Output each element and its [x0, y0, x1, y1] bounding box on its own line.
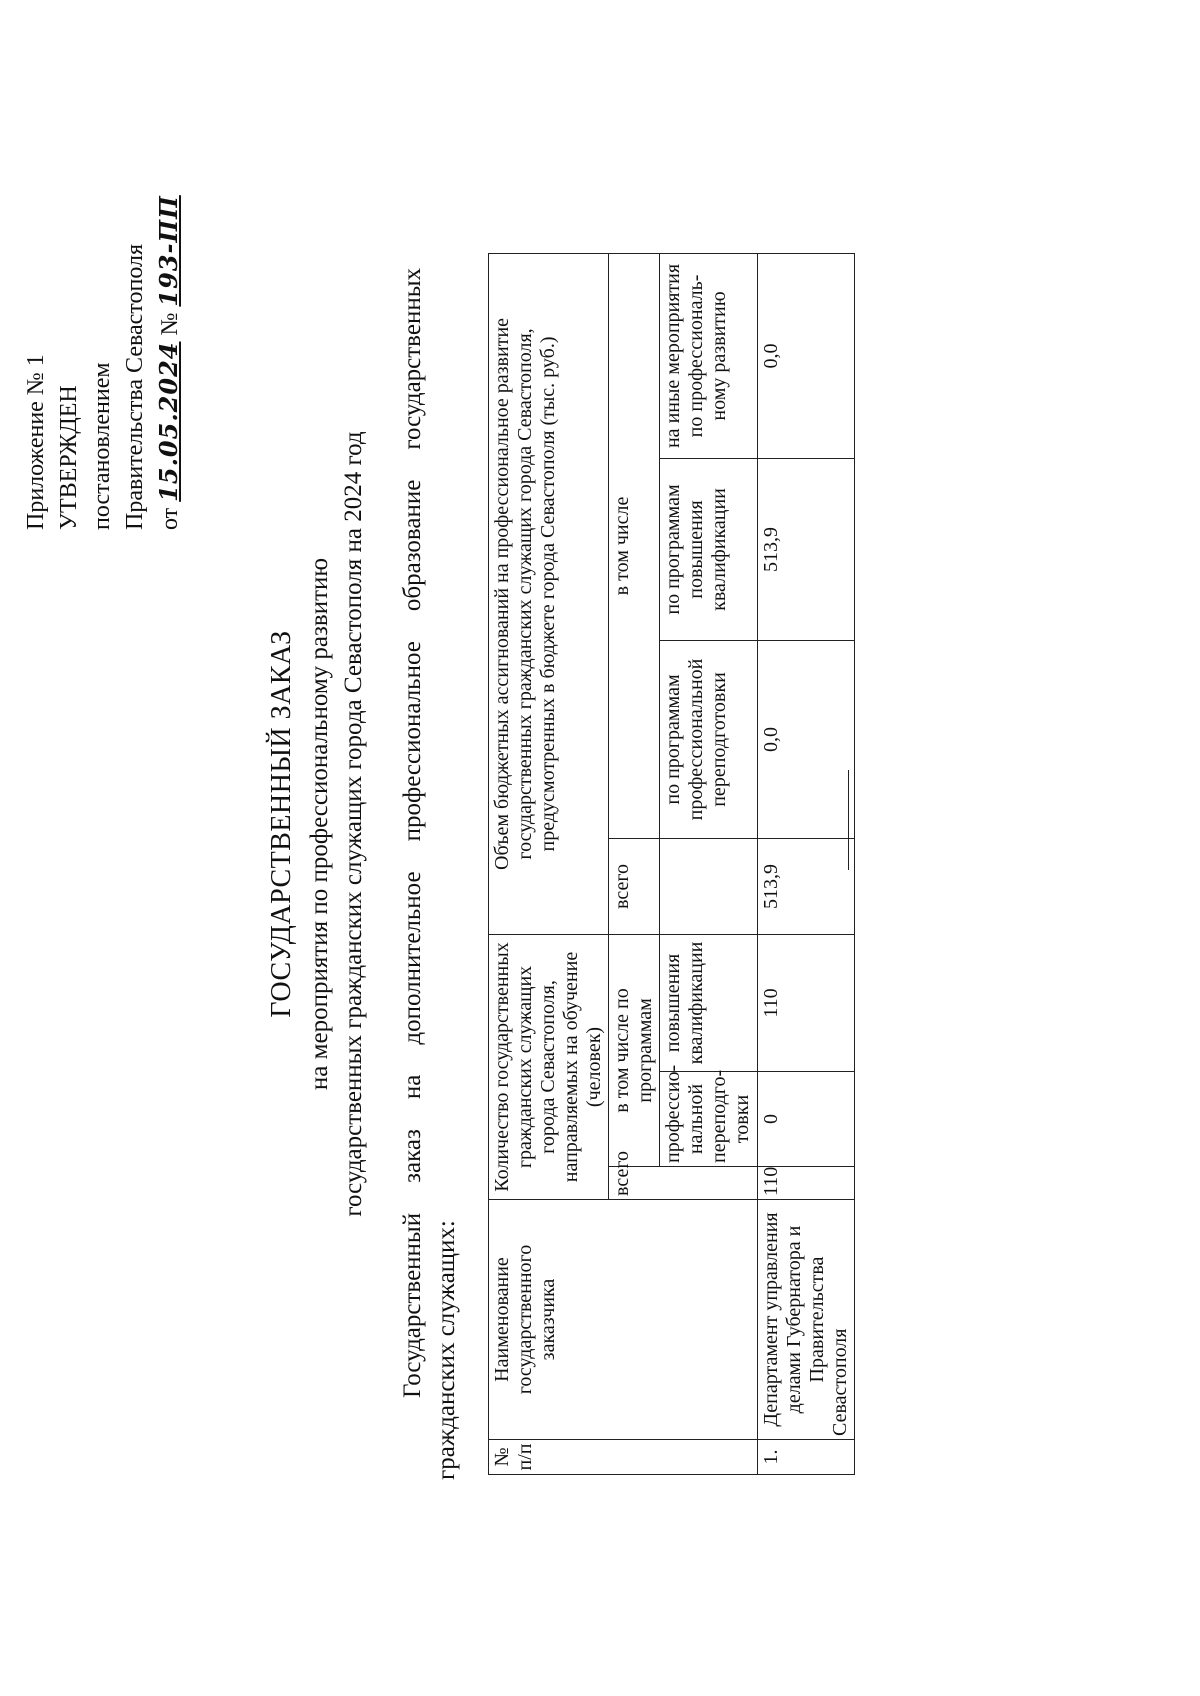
- header-budget-other: на иные мероприятия по профессиональ-ному развитию: [660, 253, 758, 458]
- header-count-qualification: повышения квалификации: [660, 934, 758, 1071]
- header-count-incl: в том числе по программам: [609, 934, 660, 1166]
- decree-label: постановлением: [89, 362, 115, 530]
- header-budget-retraining: по программам профессиональной переподготовки: [660, 640, 758, 838]
- decree-date: 15.05.2024: [154, 341, 183, 502]
- approved-label: УТВЕРЖДЕН: [56, 385, 82, 530]
- cell-count-qualification: 110: [758, 934, 855, 1071]
- cell-budget-other: 0,0: [758, 253, 855, 458]
- document-subtitle-line-1: на мероприятия по профессиональному развитию: [306, 557, 333, 1091]
- cell-num: 1.: [758, 1440, 855, 1475]
- end-separator-line: [848, 770, 849, 870]
- decree-date-line: [152, 100, 187, 530]
- table-row: [758, 253, 855, 1474]
- cell-budget-qualification: 513,9: [758, 458, 855, 640]
- cell-budget-total: 513,9: [758, 838, 855, 934]
- header-budget-incl: в том числе: [609, 253, 660, 838]
- date-prefix: от: [157, 507, 183, 530]
- header-budget-empty: [660, 838, 758, 934]
- cell-count-total: 110: [758, 1167, 855, 1200]
- header-count-group: Количество государственных гражданских служащих города Севастополя, направляемых на обучение (человек): [489, 934, 609, 1199]
- header-budget-group: Объем бюджетных ассигнований на профессиональное развитие государственных гражданских служащих города Севастополя, предусмотренных в бюджете города Севастополя (тыс. руб.): [489, 253, 609, 934]
- decree-number: 193-ПП: [154, 195, 183, 307]
- header-budget-qualification: по программам повышения квалификации: [660, 458, 758, 640]
- approval-block: [20, 100, 187, 530]
- number-prefix: №: [157, 312, 183, 336]
- cell-customer: Департамент управления делами Губернатора и Правительства Севастополя: [758, 1200, 855, 1440]
- header-customer: Наименование государственного заказчика: [489, 1200, 758, 1440]
- header-budget-total: всего: [609, 838, 660, 934]
- header-count-retraining: профессио-нальной переподго-товки: [660, 1072, 758, 1167]
- header-count-total: всего: [609, 1167, 758, 1200]
- order-table: [488, 253, 855, 1475]
- document-subtitle-line-2: государственных гражданских служащих города Севастополя на 2024 год: [340, 431, 367, 1217]
- document-page: [0, 72, 912, 1576]
- intro-paragraph: Государственный заказ на дополнительное профессиональное образование государственных гражданских служащих:: [399, 268, 460, 1480]
- cell-budget-retraining: 0,0: [758, 640, 855, 838]
- appendix-label: Приложение № 1: [23, 354, 49, 530]
- document-title: ГОСУДАРСТВЕННЫЙ ЗАКАЗ: [266, 630, 297, 1018]
- cell-count-retraining: 0: [758, 1072, 855, 1167]
- header-num: № п/п: [489, 1440, 758, 1475]
- government-label: Правительства Севастополя: [122, 243, 148, 530]
